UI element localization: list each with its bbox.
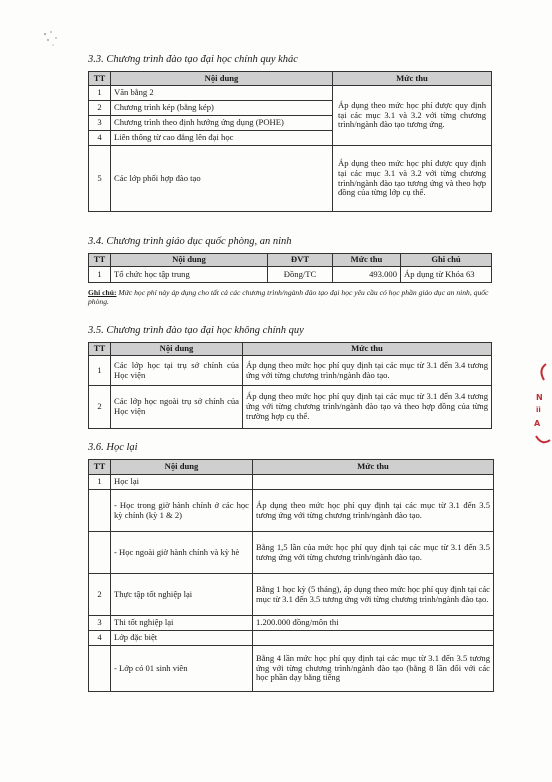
row-tt-empty: [89, 646, 111, 692]
row-content: Học lại: [111, 475, 253, 490]
header-unit: ĐVT: [268, 254, 333, 267]
row-fee-empty: [253, 631, 494, 646]
row-content: Các lớp phối hợp đào tạo: [111, 146, 333, 212]
row-fee: 493.000: [333, 267, 401, 283]
header-tt: TT: [89, 254, 111, 267]
section-3-4-title: 3.4. Chương trình giáo dục quốc phòng, an ninh: [88, 236, 292, 247]
row-content: Lớp đặc biệt: [111, 631, 253, 646]
row-fee: Áp dụng theo mức học phí quy định tại các mục từ 3.1 đến 3.4 tương ứng với từng chương trình/ngành đào tạo.: [243, 356, 492, 386]
row-tt: 4: [89, 631, 111, 646]
row-note: Áp dụng từ Khóa 63: [401, 267, 492, 283]
header-content: Nội dung: [111, 72, 333, 86]
header-content: Nội dung: [111, 343, 243, 356]
row-content: Thực tập tốt nghiệp lại: [111, 574, 253, 616]
row-tt-empty: [89, 532, 111, 574]
row-fee: 1.200.000 đồng/môn thi: [253, 616, 494, 631]
section-3-6-title: 3.6. Học lại: [88, 442, 138, 453]
row-fee: Bằng 1 học kỳ (5 tháng), áp dụng theo mức học phí quy định tại các mục từ 3.1 đến 3.5 tương ứng với từng chương trình/ngành đào tạo.: [253, 574, 494, 616]
row-fee: Áp dụng theo mức học phí quy định tại các mục từ 3.1 đến 3.4 tương ứng với từng chương trình/ngành đào tạo và theo hợp đồng của từng trường hợp cụ thể.: [243, 386, 492, 429]
row-tt: 1: [89, 86, 111, 101]
header-tt: TT: [89, 343, 111, 356]
row-tt: 2: [89, 574, 111, 616]
row-content: Tổ chức học tập trung: [111, 267, 268, 283]
header-content: Nội dung: [111, 460, 253, 475]
row-tt: 4: [89, 131, 111, 146]
row-tt: 2: [89, 101, 111, 116]
row-tt: 3: [89, 116, 111, 131]
row-tt: 1: [89, 267, 111, 283]
row-fee: Áp dụng theo mức học phí quy định tại các mục từ 3.1 đến 3.5 tương ứng với từng chương trình/ngành đào tạo.: [253, 490, 494, 532]
row-content: Các lớp học ngoài trụ sở chính của Học viện: [111, 386, 243, 429]
row-content: Văn bằng 2: [111, 86, 333, 101]
section-3-5-title: 3.5. Chương trình đào tạo đại học không chính quy: [88, 325, 304, 336]
row-fee: Bằng 1,5 lần của mức học phí quy định tại các mục từ 3.1 đến 3.5 tương ứng với từng chương trình/ngành đào tạo.: [253, 532, 494, 574]
svg-text:N: N: [536, 393, 543, 402]
row-content: Thi tốt nghiệp lại: [111, 616, 253, 631]
row-content: Chương trình kép (bằng kép): [111, 101, 333, 116]
row-content: - Lớp có 01 sinh viên: [111, 646, 253, 692]
row-fee: Bằng 4 lần mức học phí quy định tại các mục từ 3.1 đến 3.5 tương ứng với từng chương trình/ngành đào tạo (bằng 8 lần đối với các học phần dạy bằng tiếng: [253, 646, 494, 692]
header-fee: Mức thu: [243, 343, 492, 356]
table-3-5: [88, 342, 492, 429]
table-3-4: [88, 253, 492, 283]
red-stamp-fragment: [532, 360, 552, 450]
svg-text:A: A: [534, 419, 541, 428]
row-tt: 1: [89, 356, 111, 386]
note-label: Ghi chú:: [88, 288, 117, 297]
row-content: - Học ngoài giờ hành chính và kỳ hè: [111, 532, 253, 574]
row-tt: 1: [89, 475, 111, 490]
row-tt: 3: [89, 616, 111, 631]
header-tt: TT: [89, 460, 111, 475]
note-text: Mức học phí này áp dụng cho tất cả các chương trình/ngành đào tạo đại học yêu cầu có học phần giáo dục an ninh, quốc phòng.: [88, 288, 489, 307]
row-tt: 2: [89, 386, 111, 429]
fee-cell: Áp dụng theo mức học phí được quy định tại các mục 3.1 và 3.2 với từng chương trình/ngành đào tạo tương ứng.: [333, 86, 492, 146]
section-3-3-title: 3.3. Chương trình đào tạo đại học chính quy khác: [88, 54, 298, 65]
header-content: Nội dung: [111, 254, 268, 267]
row-content: - Học trong giờ hành chính ở các học kỳ chính (kỳ 1 & 2): [111, 490, 253, 532]
row-content: Liên thông từ cao đẳng lên đại học: [111, 131, 333, 146]
header-tt: TT: [89, 72, 111, 86]
header-fee: Mức thu: [253, 460, 494, 475]
table-3-3: [88, 71, 492, 212]
scan-specks: [42, 30, 62, 50]
table-3-6: [88, 459, 494, 692]
svg-text:ĩi: ĩi: [536, 406, 541, 414]
fee-cell: Áp dụng theo mức học phí được quy định tại các mục 3.1 và 3.2 với từng chương trình/ngành đào tạo tương ứng và theo hợp đồng của từng lớp cụ thể.: [333, 146, 492, 212]
header-note: Ghi chú: [401, 254, 492, 267]
row-content: Các lớp học tại trụ sở chính của Học viện: [111, 356, 243, 386]
row-fee-empty: [253, 475, 494, 490]
header-fee: Mức thu: [333, 72, 492, 86]
section-3-4-note: [88, 288, 496, 306]
row-tt: 5: [89, 146, 111, 212]
row-tt-empty: [89, 490, 111, 532]
row-content: Chương trình theo định hướng ứng dụng (POHE): [111, 116, 333, 131]
row-unit: Đồng/TC: [268, 267, 333, 283]
header-fee: Mức thu: [333, 254, 401, 267]
